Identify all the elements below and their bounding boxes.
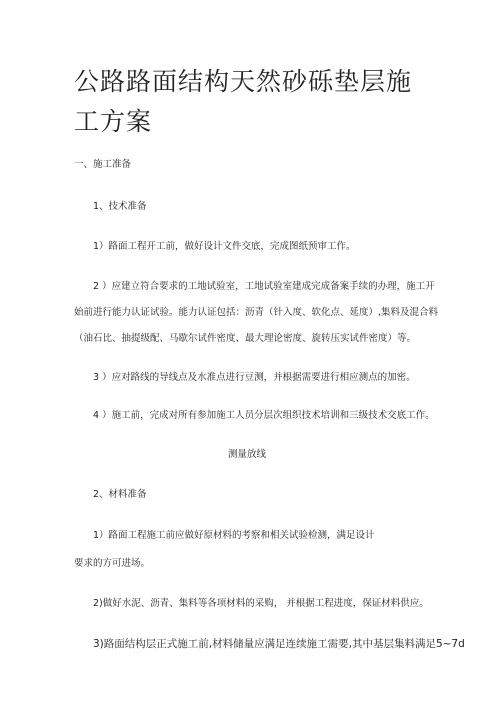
material-paragraph-2: 2)做好水泥、沥青、集料等各项材料的采购， 并根据工程进度，保证材料供应。 [93,598,429,609]
material-paragraph-1-line-1: 1）路面工程施工前应做好原材料的考察和相关试验检测，满足设计 [93,530,375,541]
paragraph-2-line-1: 2 ）应建立符合要求的工地试验室，工地试验室建成完成备案手续的办理，施工开 [93,281,435,292]
paragraph-4: 4 ）施工前，完成对所有参加施工人员分层次组织技术培训和三级技术交底工作。 [93,410,435,421]
paragraph-2-line-3: （油石比、抽提级配、马歇尔试件密度、最大理论密度、旋转压实试件密度）等。 [74,333,417,344]
material-paragraph-1-line-2: 要求的方可进场。 [74,558,151,569]
paragraph-3: 3 ）应对路线的导线点及水准点进行豆测，并根据需要进行相应测点的加密。 [93,372,416,383]
document-title: 公路路面结构天然砂砾垫层施工方案 [74,67,413,136]
material-paragraph-3: 3)路面结构层正式施工前,材料储量应满足连续施工需要,其中基层集料满足5~7d [93,638,465,650]
subsection-heading-technical-prep: 1、技术准备 [93,201,147,212]
center-heading-survey-layout: 测量放线 [228,449,267,460]
section-heading-construction-prep: 一、施工准备 [74,159,132,170]
paragraph-1: 1）路面工程开工前，做好设计文件交底，完成图纸预审工作。 [93,241,356,252]
paragraph-2-line-2: 始前进行能力认证试验。能力认证包括：沥青（针入度、软化点、延度）,集料及混合料 [74,307,439,318]
subsection-heading-material-prep: 2、材料准备 [93,489,147,500]
